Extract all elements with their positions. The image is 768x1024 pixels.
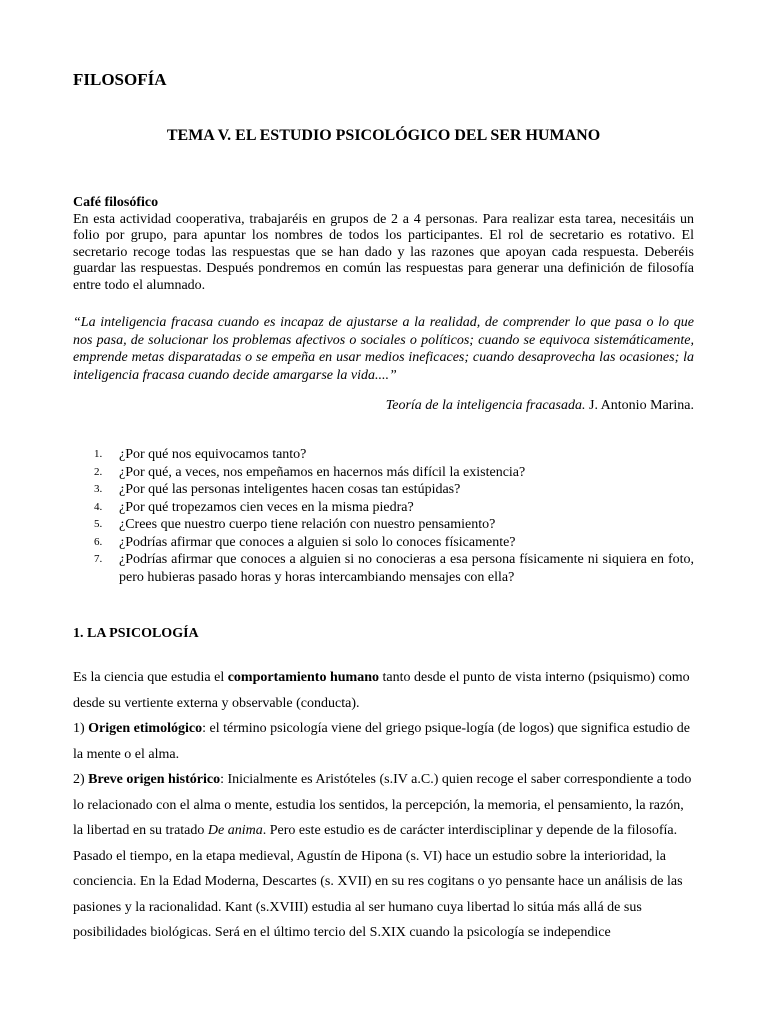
question-number: 6. bbox=[94, 535, 103, 548]
text-run: : Inicialmente es Aristóteles (s.IV a.C.) quien recoge el saber correspondiente a todo lo relacionado con el alma o mente, estudia los sentidos, la percepción, la memoria, el pensamiento, la razón, la libertad en su tratado bbox=[73, 772, 692, 838]
question-number: 2. bbox=[94, 465, 103, 478]
question-item bbox=[73, 499, 694, 517]
bold-term: Origen etimológico bbox=[88, 721, 203, 736]
question-number: 1. bbox=[94, 448, 103, 460]
item-number: 1) bbox=[73, 721, 89, 736]
bold-term: comportamiento humano bbox=[227, 670, 379, 685]
bold-term: Breve origen histórico bbox=[88, 772, 221, 787]
cafe-description: En esta actividad cooperativa, trabajaréis en grupos de 2 a 4 personas. Para realizar esta tarea, necesitáis un folio por grupo, para apuntar los nombres de todos los participantes. El rol de secretario es rotativo. El secretario recoge todas las respuestas que se han dado y las razones que apoyan cada respuesta. Deberéis guardar las respuestas. Después pondremos en común las respuestas para generar una definición de filosofía entre todo el alumnado. bbox=[73, 211, 694, 293]
question-item bbox=[73, 551, 694, 586]
question-text: ¿Por qué nos equivocamos tanto? bbox=[119, 447, 307, 462]
text-run: . Pero este estudio es de carácter interdisciplinar y depende de la filosofía. Pasado el tiempo, en la etapa medieval, Agustín de Hipona (s. VI) hace un estudio sobre la interioridad, la conciencia. En la Edad Moderna, Descartes (s. XVII) en su res cogitans o yo pensante hace un análisis de las pasiones y la racionalidad. Kant (s.XVIII) estudia al ser humano cuya libertad lo sitúa más allá de sus posibilidades biológicas. Será en el último tercio del S.XIX cuando la psicología se independice bbox=[73, 823, 683, 940]
quote-author: J. Antonio Marina. bbox=[585, 398, 694, 413]
question-item bbox=[73, 534, 694, 552]
cafe-heading: Café filosófico bbox=[73, 195, 159, 210]
question-number: 7. bbox=[94, 553, 103, 565]
etymology-paragraph bbox=[73, 716, 694, 767]
italic-title: De anima bbox=[207, 823, 263, 838]
section-body bbox=[73, 665, 694, 946]
quote-attribution bbox=[386, 398, 694, 414]
question-item bbox=[73, 464, 694, 482]
definition-paragraph bbox=[73, 665, 694, 716]
question-item bbox=[73, 516, 694, 534]
quote-text: “La inteligencia fracasa cuando es incapaz de ajustarse a la realidad, de comprender lo que pasa o lo que nos pasa, de solucionar los problemas afectivos o sociales o políticos; cuando se equivoca sistemáticamente, emprende metas disparatadas o se empeña en usar medios ineficaces; cuando desaprovecha las ocasiones; la inteligencia fracasa cuando decide amargarse la vida....” bbox=[73, 315, 694, 383]
text-run: : el término psicología viene del griego psique-logía (de logos) que significa estudio de la mente o el alma. bbox=[73, 721, 691, 762]
subject-title: FILOSOFÍA bbox=[73, 70, 167, 89]
question-text: ¿Por qué tropezamos cien veces en la misma piedra? bbox=[119, 499, 414, 515]
question-number: 4. bbox=[94, 500, 103, 513]
question-number: 5. bbox=[94, 518, 103, 530]
history-paragraph bbox=[73, 767, 694, 946]
text-run: Es la ciencia que estudia el bbox=[73, 670, 228, 685]
section-title: 1. LA PSICOLOGÍA bbox=[73, 626, 199, 641]
question-text: ¿Crees que nuestro cuerpo tiene relación con nuestro pensamiento? bbox=[119, 517, 496, 532]
question-number: 3. bbox=[94, 483, 103, 495]
text-run: tanto desde el punto de vista interno (psiquismo) como desde su vertiente externa y observable (conducta). bbox=[73, 670, 690, 711]
question-item bbox=[73, 481, 694, 499]
question-text: ¿Podrías afirmar que conoces a alguien si no conocieras a esa persona físicamente ni siquiera en foto, pero hubieras pasado horas y horas intercambiando mensajes con ella? bbox=[119, 552, 694, 585]
question-item bbox=[73, 446, 694, 464]
question-list bbox=[73, 446, 694, 586]
quote-work: Teoría de la inteligencia fracasada. bbox=[385, 398, 586, 413]
question-text: ¿Por qué las personas inteligentes hacen cosas tan estúpidas? bbox=[119, 482, 461, 497]
question-text: ¿Por qué, a veces, nos empeñamos en hacernos más difícil la existencia? bbox=[119, 464, 526, 480]
cafe-activity bbox=[73, 195, 694, 294]
theme-title: TEMA V. EL ESTUDIO PSICOLÓGICO DEL SER HUMANO bbox=[166, 127, 601, 144]
item-number: 2) bbox=[73, 772, 89, 787]
question-text: ¿Podrías afirmar que conoces a alguien si solo lo conoces físicamente? bbox=[119, 534, 516, 550]
